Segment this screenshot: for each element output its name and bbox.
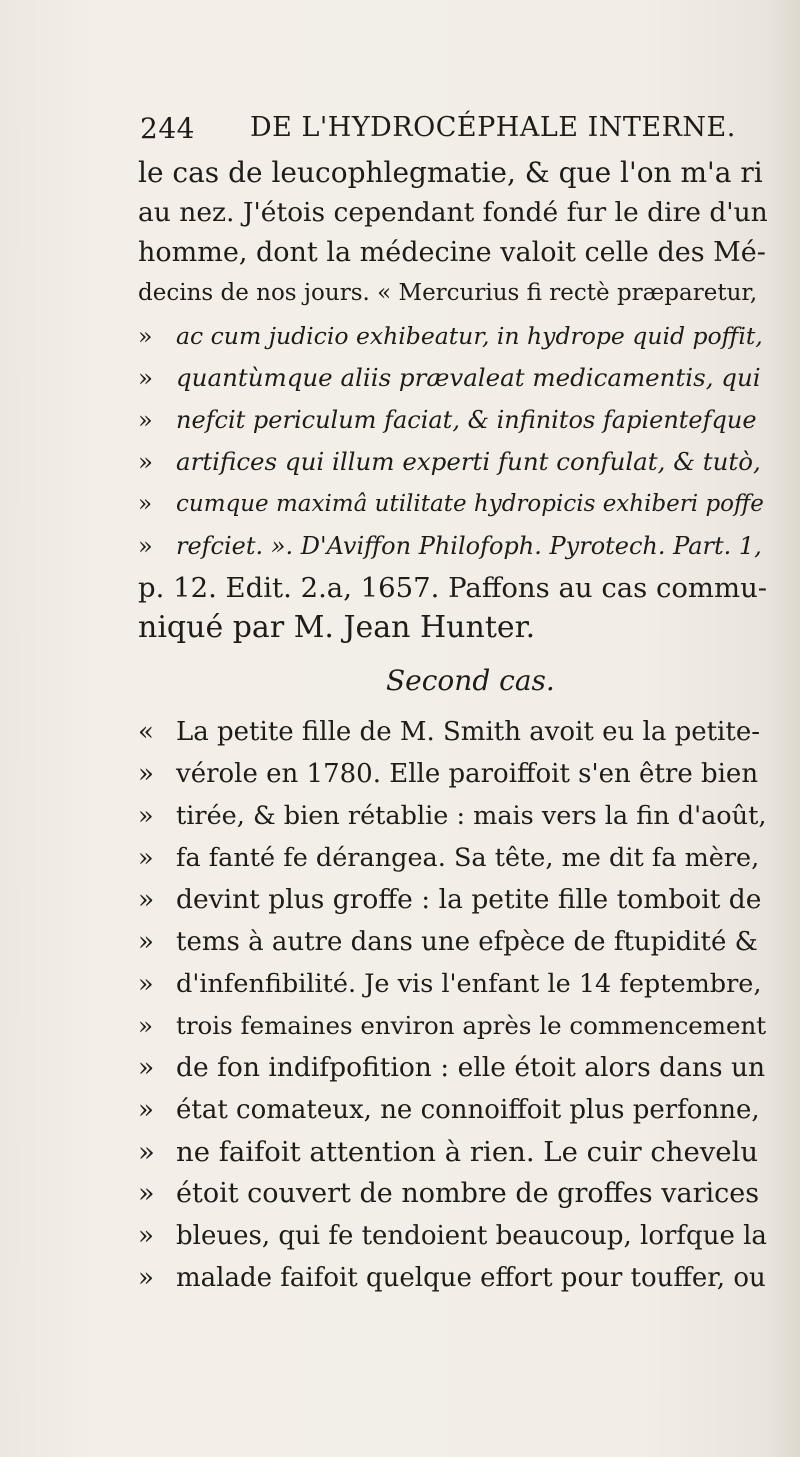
text-line: » tirée, & bien rétablie : mais vers la fin d'août, — [138, 801, 767, 831]
text-line: » d'infenfibilité. Je vis l'enfant le 14 feptembre, — [138, 969, 762, 999]
text-line: p. 12. Edit. 2.a, 1657. Paffons au cas commu- — [138, 572, 768, 604]
running-title: DE L'HYDROCÉPHALE INTERNE. — [250, 112, 736, 143]
text-line: homme, dont la médecine valoit celle des Mé- — [138, 237, 766, 268]
text-line: au nez. J'étois cependant fondé fur le dire d'un — [138, 197, 768, 228]
text-line: » fa fanté fe dérangea. Sa tête, me dit fa mère, — [138, 843, 760, 873]
text-line: » nefcit periculum faciat, & infinitos fapientefque — [138, 406, 757, 434]
text-line: niqué par M. Jean Hunter. — [138, 610, 536, 645]
text-line: » artifices qui illum experti funt confulat, & tutò, — [138, 447, 761, 476]
text-line: » malade faifoit quelque effort pour touffer, ou — [138, 1263, 766, 1293]
running-header — [140, 112, 780, 152]
text-line: » cumque maximâ utilitate hydropicis exhiberi poffe — [138, 491, 764, 517]
section-heading: Second cas. — [386, 664, 555, 697]
text-line: « La petite fille de M. Smith avoit eu la petite- — [138, 717, 760, 747]
text-line: » refciet. ». D'Aviffon Philofoph. Pyrotech. Part. 1, — [138, 532, 762, 560]
text-line: » quantùmque aliis prævaleat medicamentis, qui — [138, 363, 761, 392]
text-line: le cas de leucophlegmatie, & que l'on m'a ri — [138, 156, 763, 189]
text-line: » état comateux, ne connoiffoit plus perfonne, — [138, 1095, 760, 1125]
text-line: » vérole en 1780. Elle paroiffoit s'en être bien — [138, 759, 759, 789]
text-line: » de fon indifpofition : elle étoit alors dans un — [138, 1052, 766, 1083]
text-line: » ne faifoit attention à rien. Le cuir chevelu — [138, 1136, 759, 1168]
text-line: » devint plus groffe : la petite fille tomboit de — [138, 884, 762, 915]
text-line: » trois femaines environ après le commencement — [138, 1011, 767, 1040]
text-line: » étoit couvert de nombre de groffes varices — [138, 1178, 760, 1209]
text-line: » bleues, qui fe tendoient beaucoup, lorfque la — [138, 1221, 767, 1251]
text-line: » ac cum judicio exhibeatur, in hydrope quid poffit, — [138, 322, 763, 350]
page-number: 244 — [140, 112, 195, 145]
text-line: » tems à autre dans une efpèce de ftupidité & — [138, 927, 758, 957]
text-line: decins de nos jours. « Mercurius fi rectè præparetur, — [138, 280, 758, 306]
